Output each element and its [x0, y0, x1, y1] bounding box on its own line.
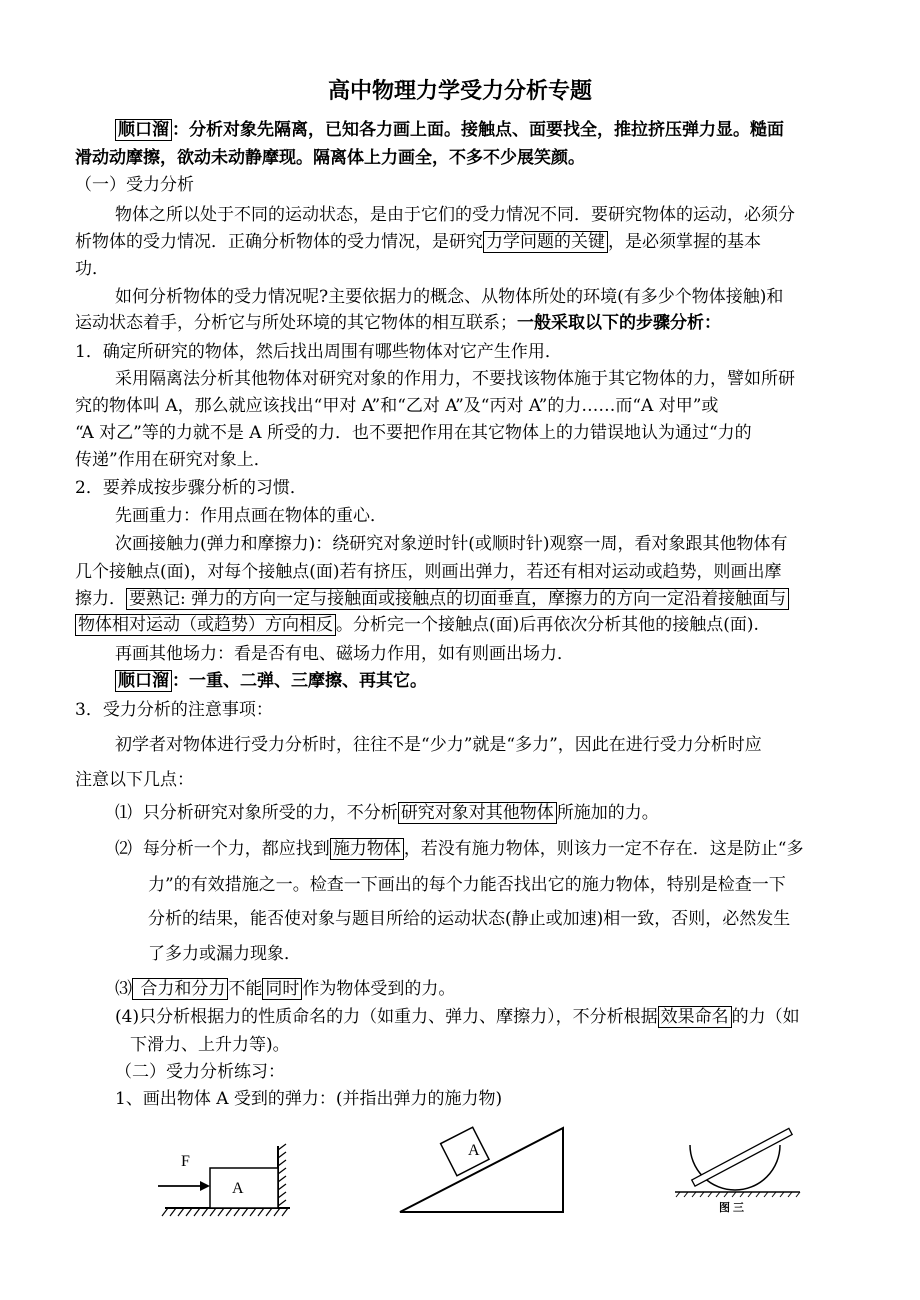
- section-1-heading: （一）受力分析: [75, 175, 194, 195]
- rhyme-2-text: ：一重、二弹、三摩擦、再其它。: [172, 671, 427, 691]
- note-2-number: ⑵: [115, 839, 132, 859]
- para-5-line-1: 次画接触力(弹力和摩擦力)：绕研究对象逆时针(或顺时针)观察一周，看对象跟其他物体有: [115, 534, 788, 554]
- para-1-line-3: 功．: [75, 259, 109, 279]
- memorize-box-1: 要熟记: 弹力的方向一定与接触面或接触点的切面垂直，摩擦力的方向一定沿着接触面与: [126, 588, 789, 610]
- para-5-text: 擦力．: [75, 589, 126, 609]
- note-4-line-1: [115, 1005, 800, 1029]
- note-2-line-4: 了多力或漏力现象．: [148, 944, 301, 964]
- note-4-text: 只分析根据力的性质命名的力（如重力、弹力、摩擦力），不分析根据: [139, 1007, 658, 1027]
- para-1-text: 析物体的受力情况．正确分析物体的受力情况，是研究: [75, 232, 483, 252]
- note-2-text-b: ，若没有施力物体，则该力一定不存在．这是防止“多: [403, 839, 804, 859]
- note-3-text-b: 作为物体受到的力。: [302, 979, 456, 999]
- steps-lead-in: 一般采取以下的步骤分析：: [517, 313, 721, 333]
- para-4: 先画重力：作用点画在物体的重心．: [115, 506, 387, 526]
- rhyme-2: [115, 669, 427, 693]
- note-1: [115, 801, 659, 825]
- step-3-heading: 3．受力分析的注意事项：: [75, 700, 273, 720]
- step-2-heading: 2．要养成按步骤分析的习惯．: [75, 478, 307, 498]
- note-1-box: 研究对象对其他物体: [398, 802, 557, 824]
- note-3-box-2: 同时: [262, 978, 302, 1000]
- note-4-box: 效果命名: [658, 1006, 732, 1028]
- note-1-text: 只分析研究对象所受的力，不分析: [142, 803, 398, 823]
- rhyme-1-line-1: [115, 118, 784, 142]
- rhyme-2-tag: 顺口溜: [115, 670, 172, 692]
- rhyme-1-tag: 顺口溜: [115, 119, 172, 141]
- note-3: [115, 977, 455, 1001]
- rhyme-1-text-1: ：分析对象先隔离，已知各力画上面。接触点、面要找全，推拉挤压弹力显。糙面: [172, 120, 784, 140]
- note-4-line-2: 下滑力、上升力等)。: [130, 1035, 290, 1055]
- para-3-line-2: 究的物体叫 A，那么就应该找出“甲对 A”和“乙对 A”及“丙对 A”的力……而“A 对甲”或: [75, 396, 719, 416]
- figure-1-block-wall: [150, 1140, 300, 1220]
- para-2-text: 运动状态着手，分析它与所处环境的其它物体的相互联系；: [75, 313, 517, 333]
- block-a-label-1: A: [232, 1180, 244, 1197]
- note-2-line-2: 力”的有效措施之一。检查一下画出的每个力能否找出它的施力物体，特别是检查一下: [148, 875, 786, 895]
- note-4-number: (4): [115, 1007, 140, 1027]
- para-2-line-1: 如何分析物体的受力情况呢?主要依据力的概念、从物体所处的环境(有多少个物体接触)和: [115, 287, 784, 307]
- note-4-text-b: 的力（如: [731, 1007, 800, 1027]
- para-1-text-b: ，是必须掌握的基本: [608, 232, 761, 252]
- note-1-number: ⑴: [115, 803, 132, 823]
- note-2-text: 每分析一个力，都应找到: [142, 839, 330, 859]
- memorize-box-2: 物体相对运动（或趋势）方向相反: [75, 614, 336, 636]
- figure-2-incline: [395, 1120, 575, 1220]
- figure-3-rod-in-bowl: [670, 1115, 805, 1200]
- para-5-line-2: 几个接触点(面)，对每个接触点(面)若有挤压，则画出弹力，若还有相对运动或趋势，则画出摩: [75, 562, 782, 582]
- para-7-line-2: 注意以下几点：: [75, 770, 194, 790]
- step-1-heading: 1．确定所研究的物体，然后找出周围有哪些物体对它产生作用．: [75, 342, 562, 362]
- exercise-1: 1、画出物体 A 受到的弹力：(并指出弹力的施力物): [115, 1089, 503, 1109]
- para-1-line-2: [75, 230, 761, 254]
- para-3-line-1: 采用隔离法分析其他物体对研究对象的作用力，不要找该物体施于其它物体的力，譬如所研: [115, 369, 795, 389]
- note-2-line-3: 分析的结果，能否使对象与题目所给的运动状态(静止或加速)相一致，否则，必然发生: [148, 909, 791, 929]
- para-3-line-4: 传递”作用在研究对象上．: [75, 450, 271, 470]
- note-1-text-b: 所施加的力。: [556, 803, 659, 823]
- para-6: 再画其他场力：看是否有电、磁场力作用，如有则画出场力．: [115, 644, 574, 664]
- para-5-text-b: 。分析完一个接触点(面)后再依次分析其他的接触点(面).: [336, 615, 759, 635]
- figure-3-caption: 图 三: [719, 1202, 745, 1214]
- page-title: 高中物理力学受力分析专题: [327, 78, 592, 104]
- force-f-label: F: [181, 1153, 190, 1170]
- key-phrase-box: 力学问题的关键: [483, 231, 608, 253]
- note-2-line-1: [115, 837, 804, 861]
- block-a-label-2: A: [468, 1142, 480, 1159]
- note-3-number: ⑶: [115, 979, 132, 999]
- rhyme-1-line-2: 滑动动摩擦，欲动未动静摩现。隔离体上力画全，不多不少展笑颜。: [75, 148, 585, 168]
- para-3-line-3: “A 对乙”等的力就不是 A 所受的力．也不要把作用在其它物体上的力错误地认为通过“力的: [75, 423, 752, 443]
- note-3-box-1: 合力和分力: [132, 978, 228, 1000]
- para-2-line-2: [75, 311, 721, 335]
- note-3-text: 不能: [228, 979, 263, 999]
- section-2-heading: （二）受力分析练习：: [115, 1062, 285, 1082]
- para-5-line-4: [75, 613, 759, 637]
- para-7-line-1: 初学者对物体进行受力分析时，往往不是“少力”就是“多力”，因此在进行受力分析时应: [115, 735, 762, 755]
- para-1-line-1: 物体之所以处于不同的运动状态，是由于它们的受力情况不同．要研究物体的运动，必须分: [115, 205, 795, 225]
- para-5-line-3: [75, 587, 789, 611]
- note-2-box: 施力物体: [330, 838, 404, 860]
